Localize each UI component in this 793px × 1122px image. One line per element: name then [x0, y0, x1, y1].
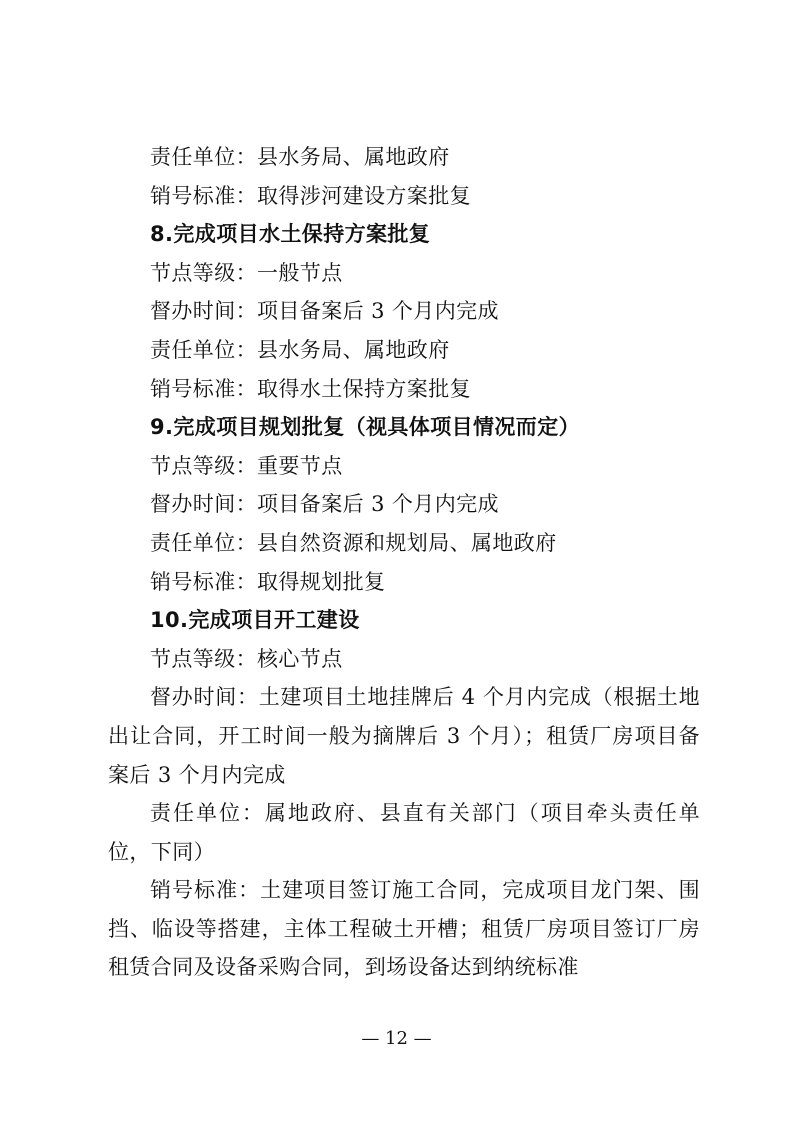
- section9-cancel-standard: 销号标准：取得规划批复: [150, 569, 386, 594]
- section9-supervision-time: 督办时间：项目备案后 3 个月内完成: [150, 492, 499, 517]
- section10-supervision-time: 督办时间：土建项目土地挂牌后 4 个月内完成（根据土地出让合同，开工时间一般为摘牌后 3 个月）；租赁厂房项目备案后 3 个月内完成: [108, 685, 700, 787]
- section8-supervision-time: 督办时间：项目备案后 3 个月内完成: [150, 299, 499, 324]
- section9-node-level: 节点等级：重要节点: [150, 453, 343, 478]
- section10-responsible: 责任单位：属地政府、县直有关部门（项目牵头责任单位，下同）: [108, 801, 700, 864]
- section10-cancel-standard: 销号标准：土建项目签订施工合同，完成项目龙门架、围挡、临设等搭建，主体工程破土开槽；租赁厂房项目签订厂房租赁合同及设备采购合同，到场设备达到纳统标准: [108, 878, 700, 980]
- section8-cancel-standard: 销号标准：取得水土保持方案批复: [150, 376, 471, 401]
- section9-responsible: 责任单位：县自然资源和规划局、属地政府: [150, 530, 557, 555]
- section9-heading: 9.完成项目规划批复（视具体项目情况而定）: [150, 415, 580, 440]
- section10-heading: 10.完成项目开工建设: [150, 608, 360, 633]
- document-body: [108, 138, 700, 987]
- section10-node-level: 节点等级：核心节点: [150, 646, 343, 671]
- section8-heading: 8.完成项目水土保持方案批复: [150, 222, 431, 247]
- section7-cancel-standard: 销号标准：取得涉河建设方案批复: [150, 183, 471, 208]
- page-number: — 12 —: [361, 1028, 432, 1049]
- section8-node-level: 节点等级：一般节点: [150, 260, 343, 285]
- section7-responsible: 责任单位：县水务局、属地政府: [150, 145, 450, 169]
- section8-responsible: 责任单位：县水务局、属地政府: [150, 337, 450, 362]
